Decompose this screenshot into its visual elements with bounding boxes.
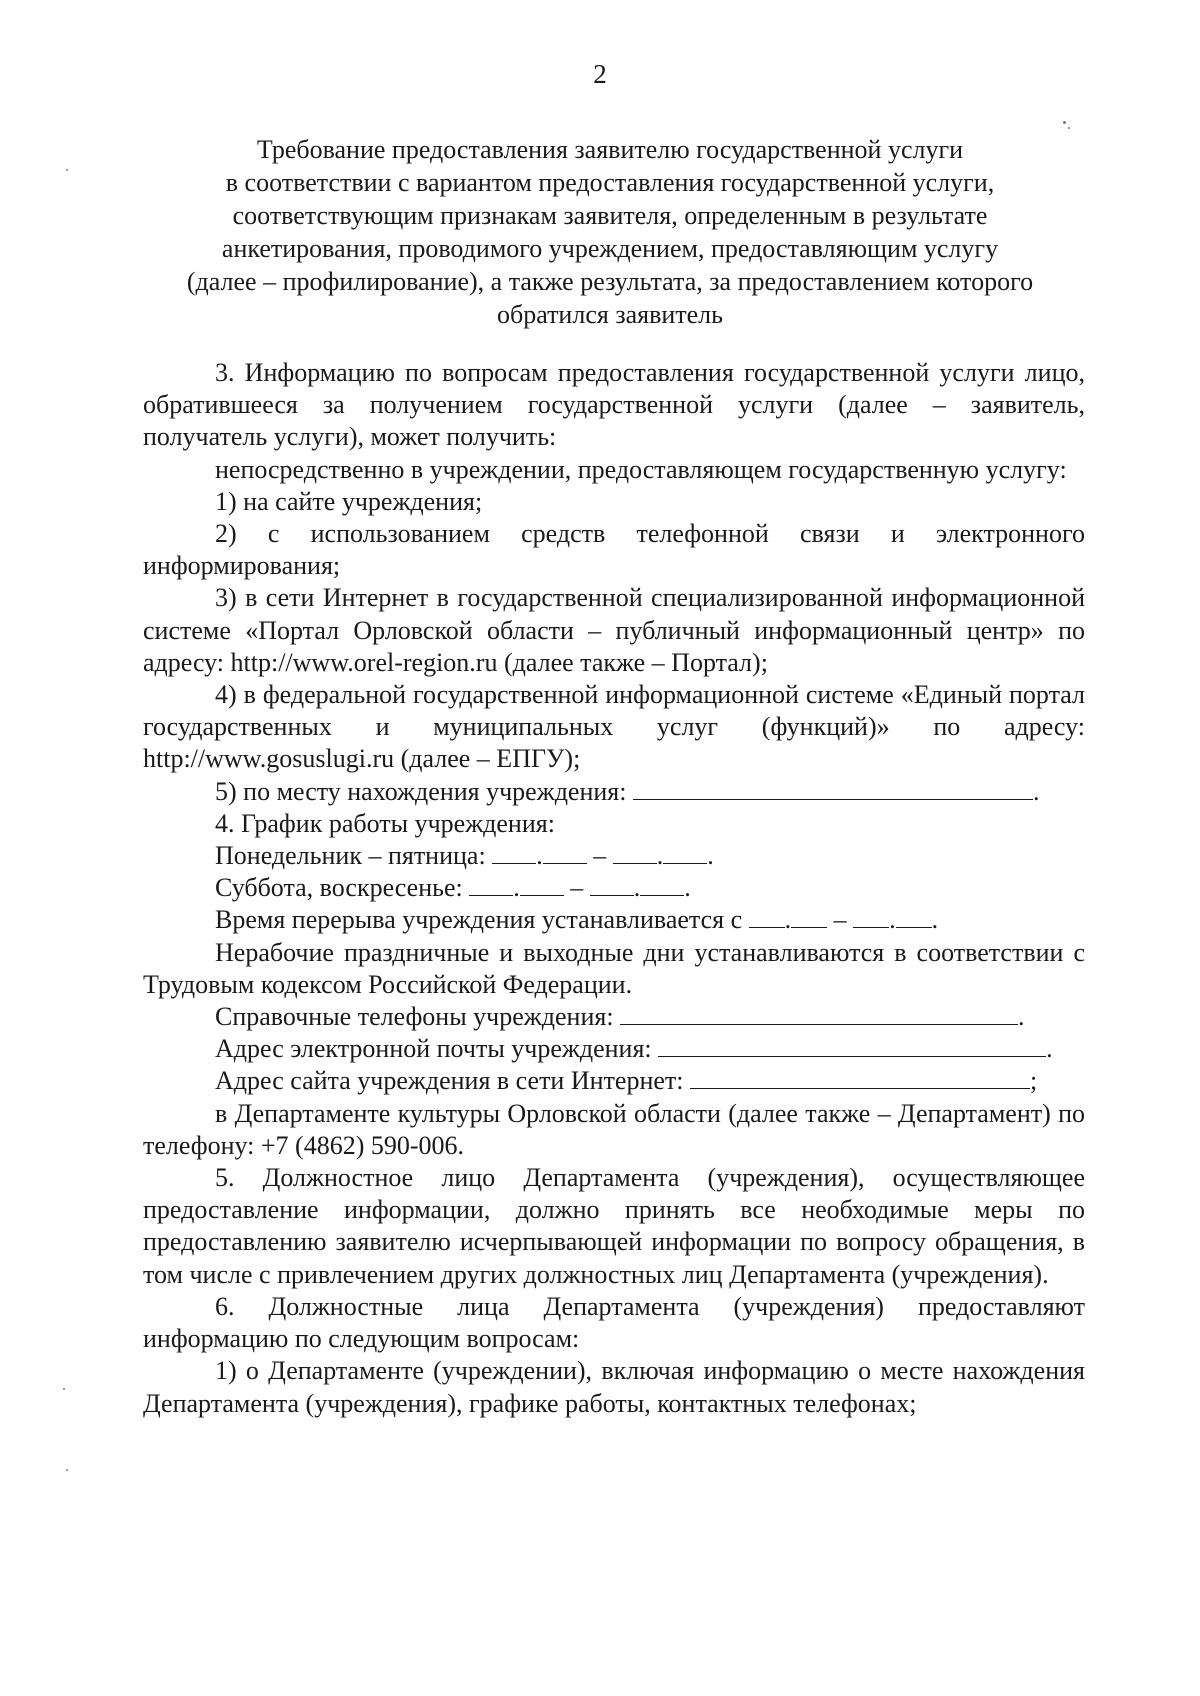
time-blank: [749, 905, 785, 928]
section-heading: [140, 133, 1080, 331]
semicolon-mark: ;: [1029, 1066, 1038, 1096]
dash-mark: –: [593, 841, 607, 871]
time-blank: [853, 905, 889, 928]
list-item-epgu: 4) в федеральной государственной информационной системе «Единый портал государственных и муниципальных услуг (функций)» по адресу: http://www.gosuslugi.ru (далее – ЕПГУ);: [143, 680, 1085, 774]
schedule-weekend: [143, 872, 1085, 904]
list-item-department-info: 1) о Департаменте (учреждении), включая информацию о месте нахождения Департамента (учреждения), графике работы, контактных телефонах;: [143, 1356, 1085, 1418]
paragraph-6: 6. Должностные лица Департамента (учреждения) предоставляют информацию по следующим вопросам:: [143, 1291, 1085, 1354]
page-number: 2: [593, 59, 607, 89]
time-blank: [590, 873, 634, 896]
time-blank: [492, 841, 536, 864]
location-blank: [633, 777, 1033, 800]
break-label: Время перерыва учреждения устанавливается с: [215, 905, 743, 935]
heading-line: в соответствии с вариантом предоставления государственной услуги,: [225, 168, 995, 197]
dash-mark: –: [833, 905, 847, 935]
heading-line: (далее – профилирование), а также результата, за предоставлением которого: [186, 267, 1034, 296]
time-blank: [543, 841, 587, 864]
period-mark: .: [1046, 1034, 1053, 1064]
site-blank: [690, 1066, 1030, 1089]
paragraph-5: 5. Должностное лицо Департамента (учреждения), осуществляющее предоставление информации, должно принять все необходимые меры по предоставлению заявителю исчерпывающей информации по вопросу обращения, в том числе с привлечением других должностных лиц Департамента (учреждения).: [143, 1163, 1085, 1289]
period-mark: .: [1032, 776, 1040, 806]
time-blank: [469, 873, 513, 896]
scan-speck: [66, 1469, 68, 1471]
heading-line: Требование предоставления заявителю государственной услуги: [256, 135, 964, 164]
document-body: [143, 357, 1085, 1420]
email-address: [143, 1033, 1085, 1065]
list-item-location: [143, 776, 1085, 808]
list-item-portal: 3) в сети Интернет в государственной специализированной информационной системе «Портал Орловской области – публичный информационный центр» по адресу: http://www.orel-region.ru (далее также – Портал);: [143, 583, 1085, 677]
heading-line: обратился заявитель: [496, 300, 724, 329]
paragraph-3-direct: непосредственно в учреждении, предоставляющем государственную услугу:: [215, 454, 1067, 484]
paragraph-3: 3. Информацию по вопросам предоставления государственной услуги лицо, обратившееся за получением государственной услуги (далее – заявитель, получатель услуги), может получить:: [143, 358, 1085, 452]
scan-speck: [1063, 121, 1066, 124]
weekend-label: Суббота, воскресенье:: [215, 873, 463, 903]
period-mark: .: [1018, 1002, 1025, 1032]
period-mark: .: [536, 841, 543, 871]
dash-mark: –: [570, 873, 584, 903]
period-mark: .: [889, 905, 896, 935]
email-label: Адрес электронной почты учреждения:: [215, 1034, 652, 1064]
list-item-phone-info: 2) с использованием средств телефонной связи и электронного информирования;: [143, 519, 1085, 581]
time-blank: [613, 841, 657, 864]
paragraph-4: 4. График работы учреждения:: [215, 808, 555, 838]
schedule-break: [143, 904, 1085, 936]
phones-label: Справочные телефоны учреждения:: [215, 1002, 614, 1032]
email-blank: [658, 1034, 1046, 1057]
time-blank: [520, 873, 564, 896]
period-mark: .: [633, 873, 641, 903]
department-paragraph: в Департаменте культуры Орловской области (далее также – Департамент) по телефону: +7 (4862) 590-006.: [143, 1098, 1085, 1160]
heading-line: анкетирования, проводимого учреждением, предоставляющим услугу: [221, 234, 999, 263]
phones-blank: [620, 1002, 1018, 1025]
period-mark: .: [684, 873, 691, 903]
website-address: [143, 1065, 1085, 1097]
location-label: 5) по месту нахождения учреждения:: [215, 776, 627, 806]
site-label: Адрес сайта учреждения в сети Интернет:: [215, 1066, 684, 1096]
period-mark: .: [656, 841, 664, 871]
period-mark: .: [931, 905, 939, 935]
schedule-weekdays: [143, 840, 1085, 872]
heading-line: соответствующим признакам заявителя, определенным в результате: [232, 201, 988, 230]
weekdays-label: Понедельник – пятница:: [215, 841, 486, 871]
list-item-website: 1) на сайте учреждения;: [215, 486, 483, 516]
scan-speck: [63, 1388, 65, 1390]
period-mark: .: [513, 873, 520, 903]
reference-phones: [143, 1001, 1085, 1033]
holidays-paragraph: Нерабочие праздничные и выходные дни устанавливаются в соответствии с Трудовым кодексом Российской Федерации.: [143, 937, 1085, 999]
time-blank: [663, 841, 707, 864]
period-mark: .: [707, 841, 714, 871]
scan-speck: [1068, 127, 1070, 129]
time-blank: [896, 905, 932, 928]
time-blank: [791, 905, 827, 928]
time-blank: [640, 873, 684, 896]
scan-speck: [66, 169, 68, 171]
period-mark: .: [784, 905, 792, 935]
